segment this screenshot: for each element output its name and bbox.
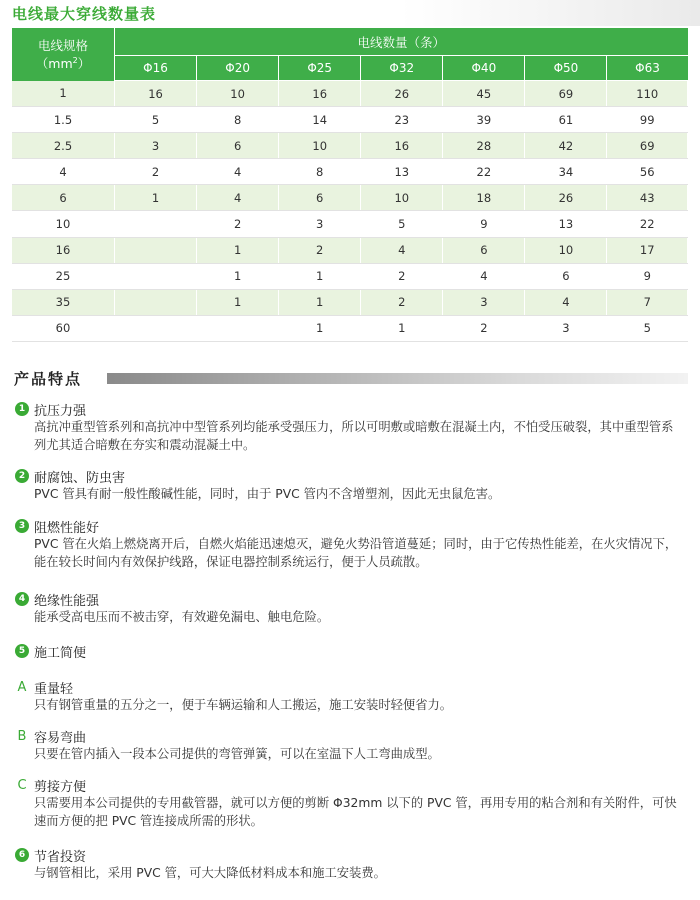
wire-count-cell: 16 (115, 81, 197, 107)
wire-count-cell: 3 (115, 133, 197, 159)
feature-title: 施工简便 (34, 645, 87, 661)
feature-number-badge: 4 (15, 592, 29, 606)
wire-count-cell: 34 (525, 159, 607, 185)
feature-item (15, 517, 685, 571)
heading-gradient-bar (107, 373, 688, 384)
feature-title: 阻燃性能好 (34, 520, 100, 536)
feature-description: PVC 管具有耐一般性酸碱性能，同时，由于 PVC 管内不含增塑剂，因此无虫鼠危害。 (34, 487, 501, 501)
spec-header (12, 28, 115, 81)
table-row (12, 133, 688, 159)
feature-title: 容易弯曲 (34, 730, 87, 746)
wire-count-cell: 10 (525, 237, 607, 263)
feature-number-badge: 1 (15, 402, 29, 416)
wire-count-cell: 16 (279, 81, 361, 107)
wire-spec-cell: 60 (12, 315, 115, 341)
wire-count-cell: 8 (197, 107, 279, 133)
feature-header (15, 846, 685, 864)
wire-count-cell: 2 (443, 315, 525, 341)
feature-item (15, 590, 685, 626)
wire-spec-cell: 35 (12, 289, 115, 315)
wire-count-cell: 5 (607, 315, 688, 341)
feature-header (15, 517, 685, 535)
feature-header (15, 678, 685, 696)
wire-count-cell: 39 (443, 107, 525, 133)
wire-count-cell: 5 (115, 107, 197, 133)
wire-count-cell: 1 (115, 185, 197, 211)
feature-item (15, 846, 685, 882)
wire-count-cell: 4 (197, 159, 279, 185)
diameter-header: Φ40 (443, 56, 525, 81)
wire-count-cell: 1 (279, 315, 361, 341)
wire-count-cell (115, 289, 197, 315)
wire-count-cell: 22 (443, 159, 525, 185)
wire-spec-cell: 2.5 (12, 133, 115, 159)
feature-header (15, 727, 685, 745)
wire-count-cell: 26 (525, 185, 607, 211)
wire-count-cell: 4 (443, 263, 525, 289)
feature-header (15, 642, 685, 660)
wire-count-cell: 10 (279, 133, 361, 159)
feature-description: PVC 管在火焰上燃烧离开后，自燃火焰能迅速熄灭，避免火势沿管道蔓延；同时，由于它传热性能差，在火灾情况下，能在较长时间内有效保护线路，保证电器控制系统运行，便于人员疏散。 (34, 537, 678, 569)
feature-description: 只有钢管重量的五分之一，便于车辆运输和人工搬运，施工安装时轻便省力。 (34, 698, 453, 712)
wire-count-cell: 26 (361, 81, 443, 107)
wire-count-cell: 9 (443, 211, 525, 237)
diameter-header: Φ16 (115, 56, 197, 81)
wire-count-cell (197, 315, 279, 341)
wire-count-cell: 2 (361, 263, 443, 289)
feature-header (15, 590, 685, 608)
wire-count-cell: 10 (361, 185, 443, 211)
spec-header-sup: 2 (72, 55, 78, 65)
wire-count-cell: 1 (279, 289, 361, 315)
wire-count-cell: 17 (607, 237, 688, 263)
table-row (12, 237, 688, 263)
spec-header-close: ） (77, 55, 91, 71)
feature-number-badge: 3 (15, 519, 29, 533)
wire-spec-cell: 10 (12, 211, 115, 237)
wire-count-cell: 28 (443, 133, 525, 159)
wire-count-cell: 1 (279, 263, 361, 289)
wire-count-cell: 3 (525, 315, 607, 341)
wire-count-cell: 2 (279, 237, 361, 263)
diameter-header: Φ63 (607, 56, 688, 81)
feature-title: 重量轻 (34, 681, 74, 697)
wire-count-cell: 1 (197, 263, 279, 289)
table-row (12, 289, 688, 315)
table-row (12, 159, 688, 185)
table-row (12, 81, 688, 107)
wire-count-cell: 4 (361, 237, 443, 263)
feature-item (15, 727, 685, 763)
table-row (12, 315, 688, 341)
wire-spec-cell: 1 (12, 81, 115, 107)
wire-count-cell: 1 (197, 289, 279, 315)
feature-number-badge: 6 (15, 848, 29, 862)
wire-spec-cell: 1.5 (12, 107, 115, 133)
wire-capacity-table (12, 28, 688, 342)
wire-count-cell: 3 (443, 289, 525, 315)
feature-description: 只需要用本公司提供的专用截管器，就可以方便的剪断 Φ32mm 以下的 PVC 管，再用专用的粘合剂和有关附件，可快速而方便的把 PVC 管连接成所需的形状。 (34, 796, 677, 828)
feature-number-badge: 5 (15, 644, 29, 658)
wire-count-cell: 6 (525, 263, 607, 289)
wire-count-cell: 10 (197, 81, 279, 107)
wire-count-cell: 69 (607, 133, 688, 159)
wire-count-cell: 18 (443, 185, 525, 211)
wire-count-cell: 4 (525, 289, 607, 315)
wire-count-cell: 22 (607, 211, 688, 237)
wire-count-cell: 2 (197, 211, 279, 237)
diameter-header: Φ25 (279, 56, 361, 81)
feature-description: 能承受高电压而不被击穿，有效避免漏电、触电危险。 (34, 610, 330, 624)
wire-count-cell: 5 (361, 211, 443, 237)
feature-title: 抗压力强 (34, 403, 87, 419)
feature-letter-marker: C (17, 777, 27, 793)
wire-count-cell: 99 (607, 107, 688, 133)
feature-item (15, 776, 685, 830)
wire-spec-cell: 4 (12, 159, 115, 185)
wire-count-cell: 43 (607, 185, 688, 211)
diameter-header: Φ50 (525, 56, 607, 81)
wire-spec-cell: 25 (12, 263, 115, 289)
feature-description: 高抗冲重型管系列和高抗冲中型管系列均能承受强压力，所以可明敷或暗敷在混凝土内，不怕受压破裂，其中重型管系列尤其适合暗敷在夯实和震动混凝土中。 (34, 420, 674, 452)
wire-count-cell: 9 (607, 263, 688, 289)
feature-title: 耐腐蚀、防虫害 (34, 470, 126, 486)
wire-count-cell: 14 (279, 107, 361, 133)
diameter-header: Φ32 (361, 56, 443, 81)
feature-letter-marker: B (17, 728, 27, 744)
table-row (12, 211, 688, 237)
wire-count-cell: 4 (197, 185, 279, 211)
wire-count-cell: 7 (607, 289, 688, 315)
wire-count-cell: 2 (361, 289, 443, 315)
wire-count-cell: 61 (525, 107, 607, 133)
table-row (12, 185, 688, 211)
wire-count-cell: 23 (361, 107, 443, 133)
wire-count-cell: 110 (607, 81, 688, 107)
table-row (12, 263, 688, 289)
wire-count-cell: 56 (607, 159, 688, 185)
features-heading: 产品特点 (14, 368, 88, 389)
wire-count-cell: 13 (525, 211, 607, 237)
wire-count-cell (115, 315, 197, 341)
wire-count-cell: 8 (279, 159, 361, 185)
feature-item (15, 400, 685, 454)
feature-header (15, 467, 685, 485)
feature-letter-marker: A (17, 679, 27, 695)
wire-count-cell: 6 (197, 133, 279, 159)
header-watermark (400, 0, 700, 26)
wire-count-cell: 6 (279, 185, 361, 211)
wire-count-cell: 16 (361, 133, 443, 159)
count-header: 电线数量（条） (115, 28, 688, 56)
wire-count-cell: 6 (443, 237, 525, 263)
feature-header (15, 400, 685, 418)
wire-count-cell: 1 (361, 315, 443, 341)
table-title: 电线最大穿线数量表 (12, 5, 157, 23)
spec-header-line1: 电线规格 (37, 37, 88, 53)
spec-header-unit: （mm (35, 55, 73, 71)
feature-item (15, 467, 685, 503)
wire-count-cell: 69 (525, 81, 607, 107)
wire-count-cell: 3 (279, 211, 361, 237)
feature-title: 绝缘性能强 (34, 593, 100, 609)
feature-header (15, 776, 685, 794)
wire-spec-cell: 16 (12, 237, 115, 263)
feature-title: 节省投资 (34, 849, 87, 865)
feature-title: 剪接方便 (34, 779, 87, 795)
wire-count-cell: 1 (197, 237, 279, 263)
wire-count-cell (115, 211, 197, 237)
wire-spec-cell: 6 (12, 185, 115, 211)
wire-count-cell: 42 (525, 133, 607, 159)
feature-item (15, 642, 685, 660)
wire-count-cell: 2 (115, 159, 197, 185)
table-row (12, 107, 688, 133)
wire-count-cell (115, 263, 197, 289)
features-heading-bar (12, 370, 688, 386)
feature-item (15, 678, 685, 714)
diameter-header: Φ20 (197, 56, 279, 81)
feature-description: 只要在管内插入一段本公司提供的弯管弹簧，可以在室温下人工弯曲成型。 (34, 747, 440, 761)
wire-count-cell: 13 (361, 159, 443, 185)
feature-number-badge: 2 (15, 469, 29, 483)
wire-count-cell (115, 237, 197, 263)
wire-count-cell: 45 (443, 81, 525, 107)
feature-description: 与钢管相比，采用 PVC 管，可大大降低材料成本和施工安装费。 (34, 866, 386, 880)
